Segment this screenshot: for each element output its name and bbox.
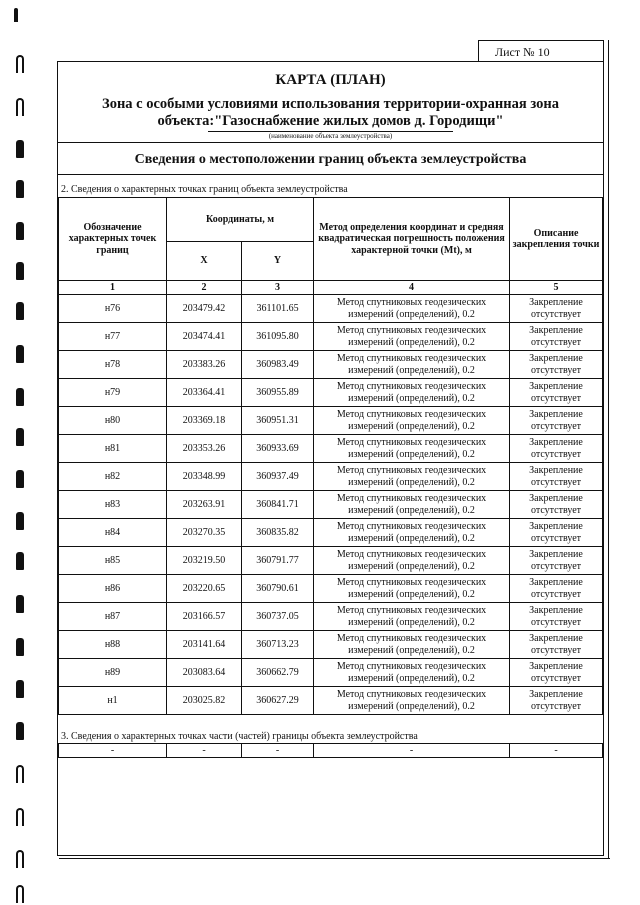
method-cell-line: Метод спутниковых геодезических	[336, 464, 487, 476]
table-row	[59, 351, 603, 379]
y-cell: 360983.49	[242, 351, 314, 379]
binder-hole	[16, 595, 24, 613]
method-cell-line: измерений (определений), 0.2	[348, 476, 475, 488]
col-method-header: Метод определения координат и средняя квадратическая погрешность положения характерной точки (Мt), м	[314, 198, 510, 281]
point-cell: н1	[59, 687, 167, 715]
y-cell: 360791.77	[242, 547, 314, 575]
col-number: 4	[314, 281, 510, 295]
description-cell-line: Закрепление	[529, 521, 583, 532]
binder-hole	[16, 512, 24, 530]
section-3-caption: 3. Сведения о характерных точках части (частей) границы объекта землеустройства	[61, 731, 418, 742]
y-cell: 361101.65	[242, 295, 314, 323]
point-cell: н77	[59, 323, 167, 351]
table-row	[59, 295, 603, 323]
table-row	[59, 519, 603, 547]
description-cell	[510, 631, 603, 659]
table-row	[59, 603, 603, 631]
point-cell: н78	[59, 351, 167, 379]
description-cell	[510, 547, 603, 575]
description-cell	[510, 379, 603, 407]
method-cell-line: Метод спутниковых геодезических	[336, 492, 487, 504]
method-cell	[314, 435, 510, 463]
description-cell	[510, 323, 603, 351]
method-cell-line: Метод спутниковых геодезических	[336, 352, 487, 364]
method-cell-line: измерений (определений), 0.2	[348, 308, 475, 320]
y-cell: 360955.89	[242, 379, 314, 407]
binder-hole	[16, 470, 24, 488]
binder-hole	[16, 302, 24, 320]
description-cell-line: Закрепление	[529, 577, 583, 588]
method-cell-line: измерений (определений), 0.2	[348, 336, 475, 348]
x-cell: 203474.41	[167, 323, 242, 351]
description-cell	[510, 463, 603, 491]
method-cell-line: измерений (определений), 0.2	[348, 448, 475, 460]
col-number: 1	[59, 281, 167, 295]
x-cell: 203141.64	[167, 631, 242, 659]
x-cell: 203270.35	[167, 519, 242, 547]
table-row	[59, 687, 603, 715]
description-cell-line: Закрепление	[529, 297, 583, 308]
table-row	[59, 379, 603, 407]
description-cell-line: отсутствует	[531, 700, 582, 712]
method-cell-line: Метод спутниковых геодезических	[336, 408, 487, 420]
x-cell: 203479.42	[167, 295, 242, 323]
section-title: Сведения о местоположении границ объекта землеустройства	[134, 152, 527, 167]
description-cell-line: отсутствует	[531, 476, 582, 488]
method-cell-line: измерений (определений), 0.2	[348, 532, 475, 544]
col-description-header: Описание закрепления точки	[510, 198, 603, 281]
method-cell	[314, 519, 510, 547]
description-cell-line: Закрепление	[529, 689, 583, 700]
section-3-table	[58, 743, 603, 758]
point-cell: н85	[59, 547, 167, 575]
description-cell	[510, 351, 603, 379]
binder-hole	[16, 808, 24, 826]
method-cell-line: измерений (определений), 0.2	[348, 672, 475, 684]
point-cell: н80	[59, 407, 167, 435]
method-cell	[314, 575, 510, 603]
col-coordinates-header: Координаты, м	[167, 198, 314, 242]
description-cell-line: отсутствует	[531, 504, 582, 516]
table-row	[59, 575, 603, 603]
method-cell	[314, 631, 510, 659]
description-cell	[510, 603, 603, 631]
method-cell-line: измерений (определений), 0.2	[348, 420, 475, 432]
description-cell	[510, 659, 603, 687]
frame-shadow-bottom	[59, 858, 610, 860]
x-cell: 203364.41	[167, 379, 242, 407]
cell: -	[314, 744, 510, 758]
binder-hole	[16, 345, 24, 363]
binder-hole	[16, 180, 24, 198]
cell: -	[167, 744, 242, 758]
section-2-caption: 2. Сведения о характерных точках границ объекта землеустройства	[61, 184, 348, 195]
y-cell: 360790.61	[242, 575, 314, 603]
method-cell	[314, 659, 510, 687]
description-cell-line: отсутствует	[531, 336, 582, 348]
binder-hole	[16, 722, 24, 740]
table-row	[59, 631, 603, 659]
method-cell-line: Метод спутниковых геодезических	[336, 324, 487, 336]
description-cell-line: отсутствует	[531, 364, 582, 376]
description-cell-line: Закрепление	[529, 605, 583, 616]
method-cell-line: Метод спутниковых геодезических	[336, 548, 487, 560]
method-cell	[314, 295, 510, 323]
binder-hole	[16, 552, 24, 570]
table-row	[59, 435, 603, 463]
description-cell	[510, 575, 603, 603]
y-cell: 360835.82	[242, 519, 314, 547]
y-cell: 360627.29	[242, 687, 314, 715]
description-cell-line: Закрепление	[529, 493, 583, 504]
method-cell-line: измерений (определений), 0.2	[348, 364, 475, 376]
method-cell-line: Метод спутниковых геодезических	[336, 520, 487, 532]
description-cell	[510, 407, 603, 435]
method-cell-line: Метод спутниковых геодезических	[336, 296, 487, 308]
method-cell-line: измерений (определений), 0.2	[348, 560, 475, 572]
method-cell-line: Метод спутниковых геодезических	[336, 576, 487, 588]
description-cell-line: отсутствует	[531, 560, 582, 572]
description-cell	[510, 295, 603, 323]
subtitle-line-1: Зона с особыми условиями использования территории-охранная зона	[102, 96, 559, 112]
point-cell: н83	[59, 491, 167, 519]
x-cell: 203383.26	[167, 351, 242, 379]
x-cell: 203166.57	[167, 603, 242, 631]
y-cell: 360662.79	[242, 659, 314, 687]
table-row	[59, 407, 603, 435]
method-cell	[314, 463, 510, 491]
method-cell	[314, 547, 510, 575]
method-cell-line: Метод спутниковых геодезических	[336, 380, 487, 392]
document-frame	[57, 61, 604, 856]
method-cell-line: Метод спутниковых геодезических	[336, 660, 487, 672]
x-cell: 203220.65	[167, 575, 242, 603]
point-cell: н86	[59, 575, 167, 603]
y-cell: 360937.49	[242, 463, 314, 491]
points-table	[58, 197, 603, 715]
description-cell	[510, 491, 603, 519]
method-cell-line: Метод спутниковых геодезических	[336, 632, 487, 644]
description-cell-line: отсутствует	[531, 392, 582, 404]
y-cell: 360737.05	[242, 603, 314, 631]
col-designation-header: Обозначение характерных точек границ	[59, 198, 167, 281]
point-cell: н87	[59, 603, 167, 631]
method-cell-line: измерений (определений), 0.2	[348, 616, 475, 628]
point-cell: н88	[59, 631, 167, 659]
y-cell: 360933.69	[242, 435, 314, 463]
description-cell-line: отсутствует	[531, 308, 582, 320]
method-cell-line: измерений (определений), 0.2	[348, 504, 475, 516]
binder-hole	[16, 388, 24, 406]
binder-hole	[16, 885, 24, 903]
col-number: 3	[242, 281, 314, 295]
description-cell-line: отсутствует	[531, 616, 582, 628]
method-cell-line: Метод спутниковых геодезических	[336, 436, 487, 448]
table-row	[59, 491, 603, 519]
x-cell: 203263.91	[167, 491, 242, 519]
method-cell-line: Метод спутниковых геодезических	[336, 604, 487, 616]
method-cell-line: Метод спутниковых геодезических	[336, 688, 487, 700]
description-cell-line: отсутствует	[531, 532, 582, 544]
description-cell-line: отсутствует	[531, 448, 582, 460]
y-cell: 360713.23	[242, 631, 314, 659]
table-row	[59, 547, 603, 575]
method-cell	[314, 379, 510, 407]
object-name-hint: (наименование объекта землеустройства)	[268, 132, 393, 140]
page-subtitle	[58, 96, 603, 130]
description-cell-line: Закрепление	[529, 661, 583, 672]
x-cell: 203369.18	[167, 407, 242, 435]
description-cell-line: отсутствует	[531, 588, 582, 600]
x-cell: 203353.26	[167, 435, 242, 463]
description-cell-line: Закрепление	[529, 465, 583, 476]
method-cell	[314, 687, 510, 715]
point-cell: н84	[59, 519, 167, 547]
description-cell-line: Закрепление	[529, 409, 583, 420]
binder-mark	[14, 8, 18, 22]
description-cell-line: Закрепление	[529, 381, 583, 392]
point-cell: н81	[59, 435, 167, 463]
divider	[58, 142, 603, 143]
point-cell: н76	[59, 295, 167, 323]
y-cell: 361095.80	[242, 323, 314, 351]
col-x-header: X	[167, 242, 242, 281]
cell: -	[59, 744, 167, 758]
description-cell-line: Закрепление	[529, 437, 583, 448]
col-number: 5	[510, 281, 603, 295]
subtitle-line-2: объекта:"Газоснабжение жилых домов д. Городищи"	[157, 113, 504, 129]
method-cell-line: измерений (определений), 0.2	[348, 700, 475, 712]
table-row	[59, 323, 603, 351]
x-cell: 203219.50	[167, 547, 242, 575]
binder-holes	[0, 0, 40, 905]
y-cell: 360951.31	[242, 407, 314, 435]
table-row	[59, 659, 603, 687]
description-cell-line: отсутствует	[531, 672, 582, 684]
table-row	[59, 744, 603, 758]
binder-hole	[16, 140, 24, 158]
binder-hole	[16, 850, 24, 868]
method-cell-line: измерений (определений), 0.2	[348, 644, 475, 656]
binder-hole	[16, 680, 24, 698]
method-cell	[314, 351, 510, 379]
description-cell-line: отсутствует	[531, 420, 582, 432]
table-row	[59, 463, 603, 491]
description-cell-line: Закрепление	[529, 353, 583, 364]
binder-hole	[16, 638, 24, 656]
description-cell-line: Закрепление	[529, 549, 583, 560]
binder-hole	[16, 262, 24, 280]
sheet-number: Лист № 10	[478, 40, 604, 62]
method-cell	[314, 603, 510, 631]
frame-shadow-right	[608, 40, 611, 858]
point-cell: н82	[59, 463, 167, 491]
description-cell	[510, 519, 603, 547]
description-cell	[510, 687, 603, 715]
method-cell	[314, 407, 510, 435]
page-title: КАРТА (ПЛАН)	[275, 72, 386, 88]
point-cell: н79	[59, 379, 167, 407]
cell: -	[242, 744, 314, 758]
binder-hole	[16, 98, 24, 116]
x-cell: 203348.99	[167, 463, 242, 491]
method-cell	[314, 491, 510, 519]
y-cell: 360841.71	[242, 491, 314, 519]
x-cell: 203083.64	[167, 659, 242, 687]
description-cell	[510, 435, 603, 463]
binder-hole	[16, 222, 24, 240]
binder-hole	[16, 765, 24, 783]
points-table-body	[59, 295, 603, 715]
description-cell-line: отсутствует	[531, 644, 582, 656]
method-cell	[314, 323, 510, 351]
col-number: 2	[167, 281, 242, 295]
method-cell-line: измерений (определений), 0.2	[348, 392, 475, 404]
point-cell: н89	[59, 659, 167, 687]
description-cell-line: Закрепление	[529, 325, 583, 336]
binder-hole	[16, 55, 24, 73]
divider	[58, 174, 603, 175]
x-cell: 203025.82	[167, 687, 242, 715]
method-cell-line: измерений (определений), 0.2	[348, 588, 475, 600]
col-y-header: Y	[242, 242, 314, 281]
binder-hole	[16, 428, 24, 446]
cell: -	[510, 744, 603, 758]
description-cell-line: Закрепление	[529, 633, 583, 644]
